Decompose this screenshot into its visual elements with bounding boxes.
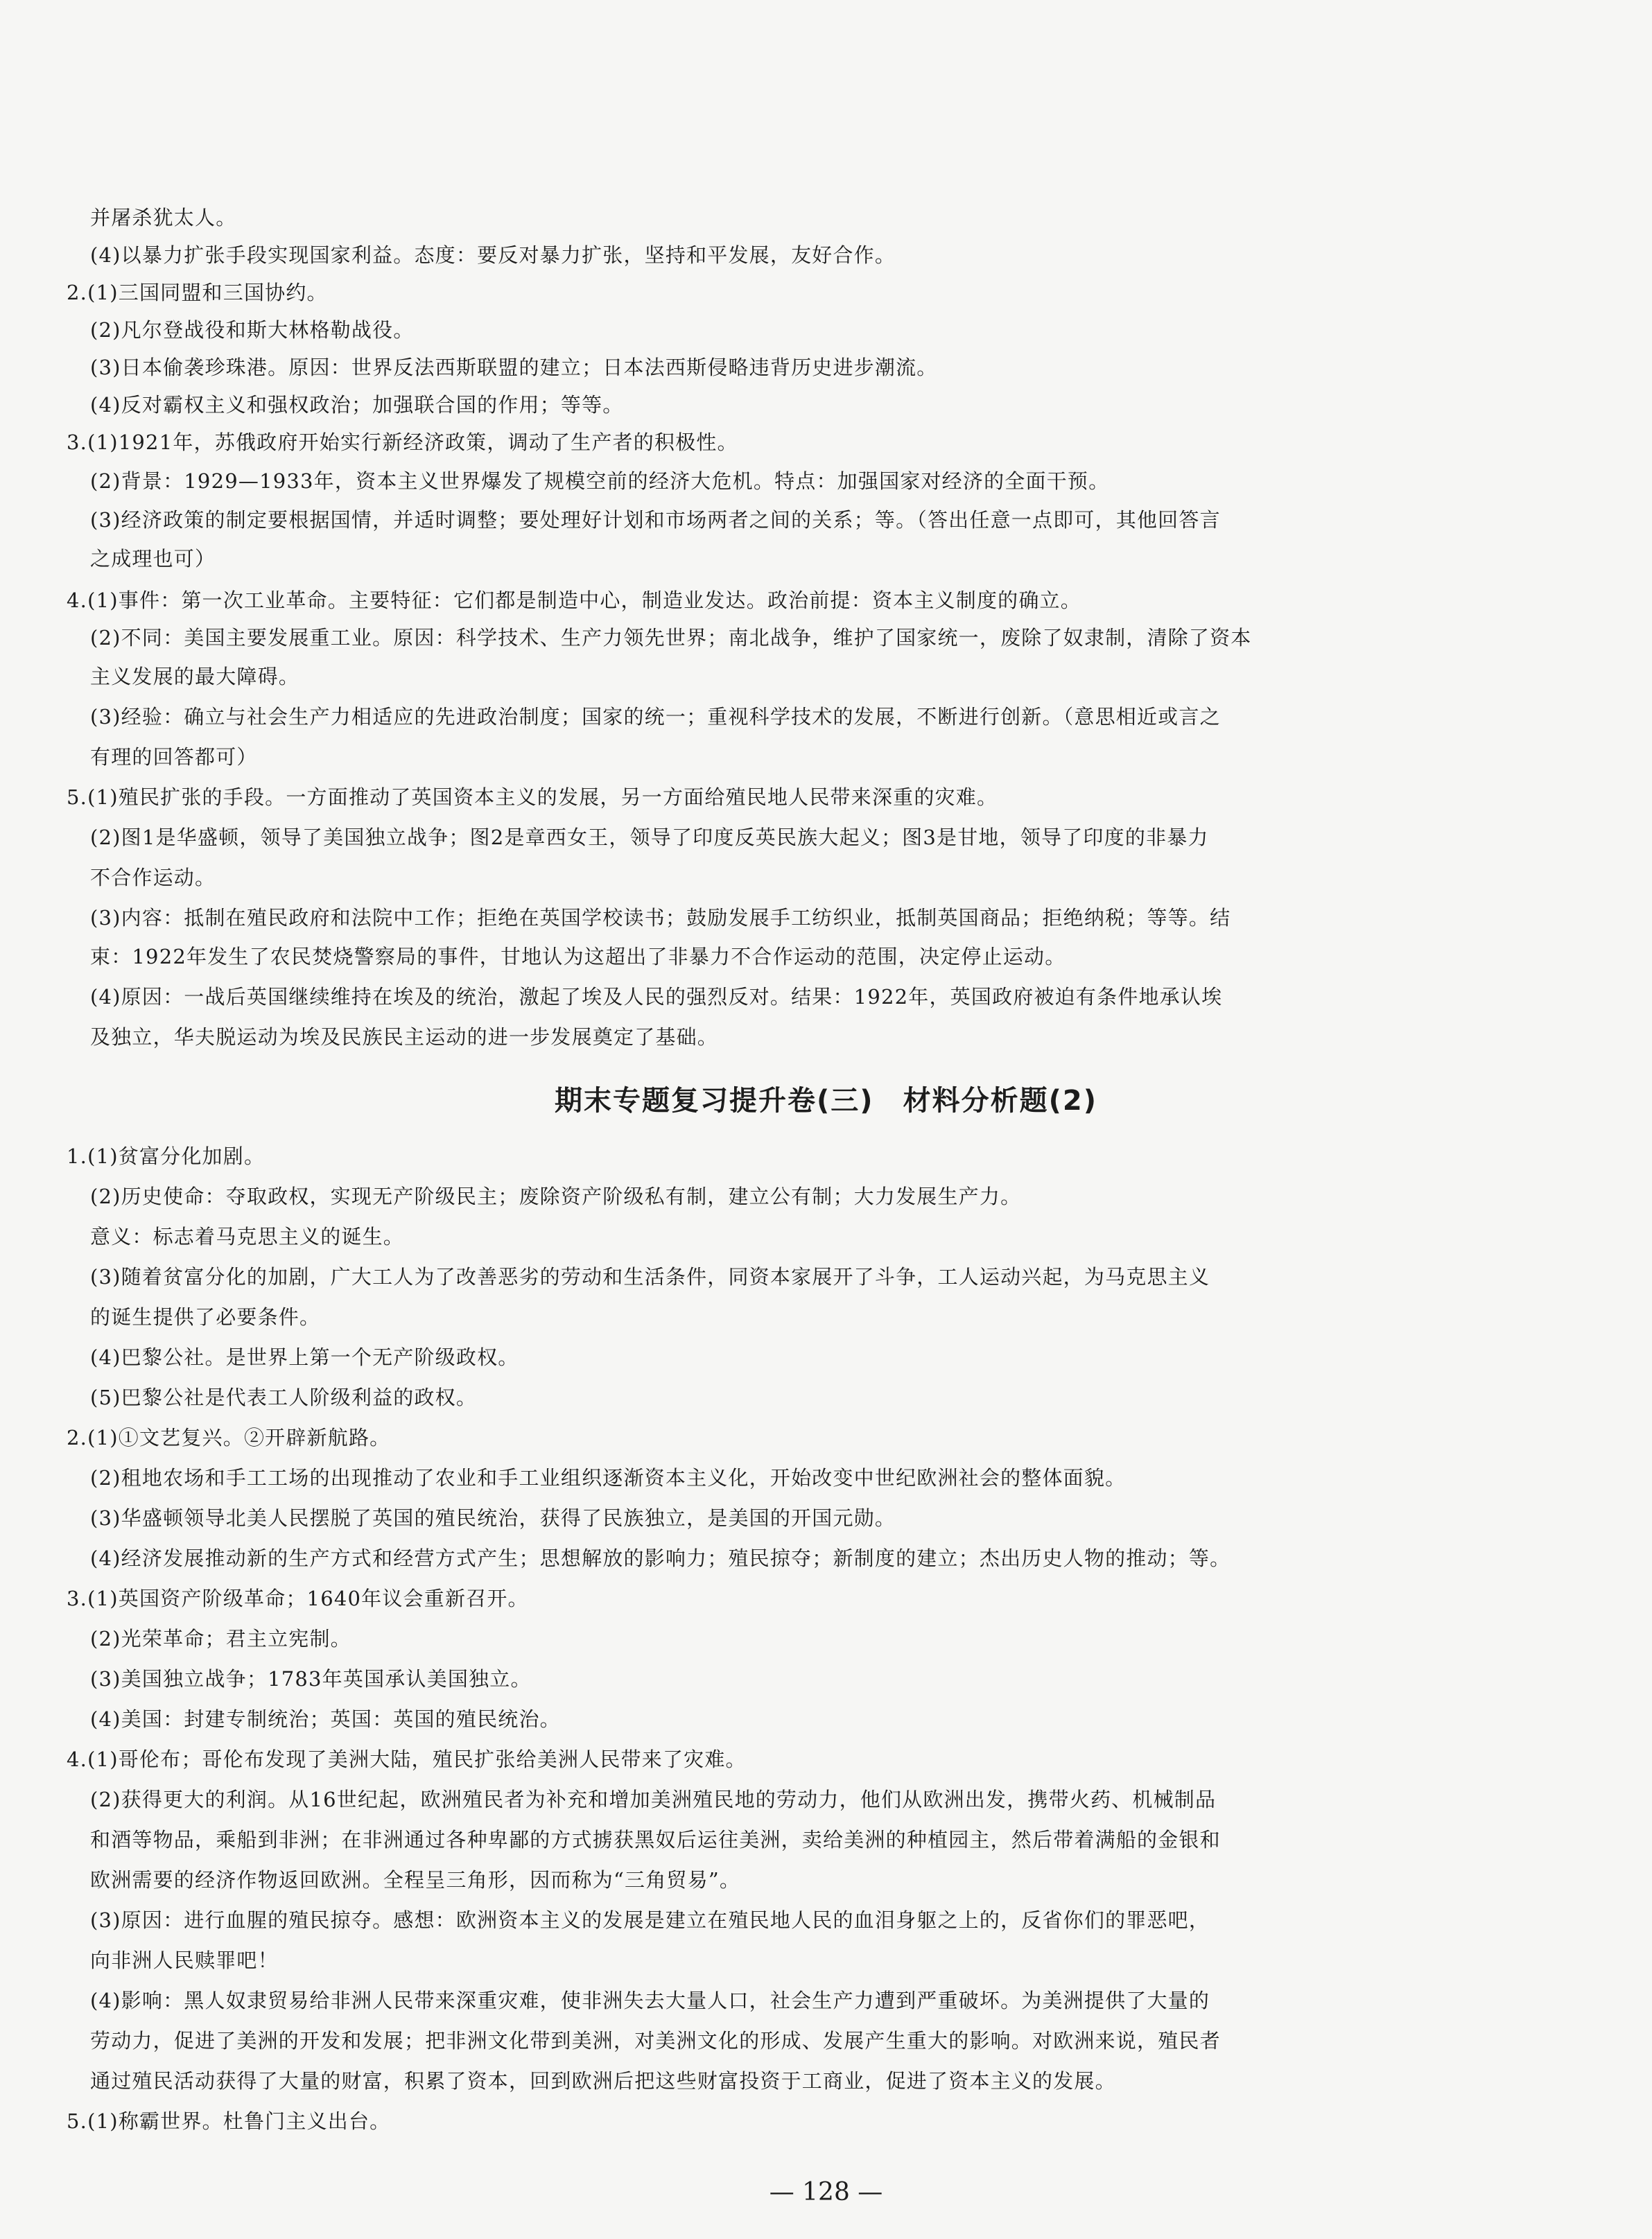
answer-line: 主义发展的最大障碍。 <box>90 665 300 688</box>
answer-line: (2)凡尔登战役和斯大林格勒战役。 <box>90 318 415 342</box>
answer-line: 欧洲需要的经济作物返回欧洲。全程呈三角形，因而称为“三角贸易”。 <box>90 1868 741 1892</box>
answer-line: 通过殖民活动获得了大量的财富，积累了资本，回到欧洲后把这些财富投资于工商业，促进了资本主义的发展。 <box>90 2069 1116 2093</box>
answer-line: (4)反对霸权主义和强权政治；加强联合国的作用；等等。 <box>90 393 624 417</box>
answer-line: (3)随着贫富分化的加剧，广大工人为了改善恶劣的劳动和生活条件，同资本家展开了斗争，工人运动兴起，为马克思主义 <box>90 1265 1210 1289</box>
answer-line: 5.(1)殖民扩张的手段。一方面推动了英国资本主义的发展，另一方面给殖民地人民带来深重的灾难。 <box>67 785 998 809</box>
answer-line: (4)巴黎公社。是世界上第一个无产阶级政权。 <box>90 1345 519 1369</box>
answer-line: (3)美国独立战争；1783年英国承认美国独立。 <box>90 1667 532 1691</box>
answer-line: 5.(1)称霸世界。杜鲁门主义出台。 <box>67 2109 391 2133</box>
answer-line: 及独立，华夫脱运动为埃及民族民主运动的进一步发展奠定了基础。 <box>90 1025 719 1049</box>
answer-line: (4)以暴力扩张手段实现国家利益。态度：要反对暴力扩张，坚持和平发展，友好合作。 <box>90 243 896 267</box>
answer-line: (2)背景：1929—1933年，资本主义世界爆发了规模空前的经济大危机。特点：加强国家对经济的全面干预。 <box>90 469 1110 493</box>
answer-line: (3)经济政策的制定要根据国情，并适时调整；要处理好计划和市场两者之间的关系；等。（答出任意一点即可，其他回答言 <box>90 508 1221 532</box>
answer-line: 有理的回答都可） <box>90 745 258 769</box>
answer-line: (2)获得更大的利润。从16世纪起，欧洲殖民者为补充和增加美洲殖民地的劳动力，他们从欧洲出发，携带火药、机械制品 <box>90 1788 1217 1811</box>
answer-line: (3)日本偷袭珍珠港。原因：世界反法西斯联盟的建立；日本法西斯侵略违背历史进步潮流。 <box>90 356 938 379</box>
answer-line: 4.(1)事件：第一次工业革命。主要特征：它们都是制造中心，制造业发达。政治前提：资本主义制度的确立。 <box>67 589 1081 612</box>
answer-line: (2)图1是华盛顿，领导了美国独立战争；图2是章西女王，领导了印度反英民族大起义；图3是甘地，领导了印度的非暴力 <box>90 826 1209 849</box>
answer-line: (4)经济发展推动新的生产方式和经营方式产生；思想解放的影响力；殖民掠夺；新制度的建立；杰出历史人物的推动；等。 <box>90 1547 1231 1570</box>
answer-line: 的诞生提供了必要条件。 <box>90 1305 321 1329</box>
answer-line: (3)经验：确立与社会生产力相适应的先进政治制度；国家的统一；重视科学技术的发展，不断进行创新。（意思相近或言之 <box>90 705 1221 729</box>
answer-line: 向非洲人民赎罪吧！ <box>90 1949 279 1972</box>
answer-line: (2)不同：美国主要发展重工业。原因：科学技术、生产力领先世界；南北战争，维护了国家统一，废除了奴隶制，清除了资本 <box>90 626 1252 650</box>
answer-line: (2)租地农场和手工工场的出现推动了农业和手工业组织逐渐资本主义化，开始改变中世纪欧洲社会的整体面貌。 <box>90 1466 1127 1490</box>
answer-line: 2.(1)①文艺复兴。②开辟新航路。 <box>67 1426 391 1449</box>
answer-line: 意义：标志着马克思主义的诞生。 <box>90 1225 405 1248</box>
answer-line: (3)华盛顿领导北美人民摆脱了英国的殖民统治，获得了民族独立，是美国的开国元勋。 <box>90 1506 896 1530</box>
section-title: 期末专题复习提升卷(三) 材料分析题(2) <box>555 1085 1097 1117</box>
answer-line: 之成理也可） <box>90 547 216 570</box>
answer-line: (4)影响：黑人奴隶贸易给非洲人民带来深重灾难，使非洲失去大量人口，社会生产力遭到严重破坏。为美洲提供了大量的 <box>90 1989 1210 2012</box>
answer-line: 3.(1)英国资产阶级革命；1640年议会重新召开。 <box>67 1587 529 1610</box>
answer-line: 劳动力，促进了美洲的开发和发展；把非洲文化带到美洲，对美洲文化的形成、发展产生重大的影响。对欧洲来说，殖民者 <box>90 2029 1221 2053</box>
answer-line: (5)巴黎公社是代表工人阶级利益的政权。 <box>90 1386 478 1409</box>
answer-line: (4)美国：封建专制统治；英国：英国的殖民统治。 <box>90 1707 561 1731</box>
answer-line: 和酒等物品，乘船到非洲；在非洲通过各种卑鄙的方式掳获黑奴后运往美洲，卖给美洲的种植园主，然后带着满船的金银和 <box>90 1828 1221 1852</box>
answer-line: 束：1922年发生了农民焚烧警察局的事件，甘地认为这超出了非暴力不合作运动的范围，决定停止运动。 <box>90 945 1066 968</box>
answer-line: 3.(1)1921年，苏俄政府开始实行新经济政策，调动了生产者的积极性。 <box>67 430 738 454</box>
answer-line: (2)光荣革命；君主立宪制。 <box>90 1627 351 1650</box>
answer-line: 并屠杀犹太人。 <box>90 206 237 229</box>
answer-line: (3)内容：抵制在殖民政府和法院中工作；拒绝在英国学校读书；鼓励发展手工纺织业，抵制英国商品；拒绝纳税；等等。结 <box>90 906 1231 930</box>
answer-line: 1.(1)贫富分化加剧。 <box>67 1144 266 1168</box>
page-number: — 128 — <box>769 2178 883 2206</box>
answer-line: (3)原因：进行血腥的殖民掠夺。感想：欧洲资本主义的发展是建立在殖民地人民的血泪身躯之上的，反省你们的罪恶吧， <box>90 1908 1210 1932</box>
answer-line: 4.(1)哥伦布；哥伦布发现了美洲大陆，殖民扩张给美洲人民带来了灾难。 <box>67 1748 747 1771</box>
answer-line: 不合作运动。 <box>90 866 216 889</box>
answer-line: (2)历史使命：夺取政权，实现无产阶级民主；废除资产阶级私有制，建立公有制；大力发展生产力。 <box>90 1185 1022 1208</box>
answer-line: 2.(1)三国同盟和三国协约。 <box>67 281 328 304</box>
answer-line: (4)原因：一战后英国继续维持在埃及的统治，激起了埃及人民的强烈反对。结果：1922年，英国政府被迫有条件地承认埃 <box>90 985 1223 1009</box>
